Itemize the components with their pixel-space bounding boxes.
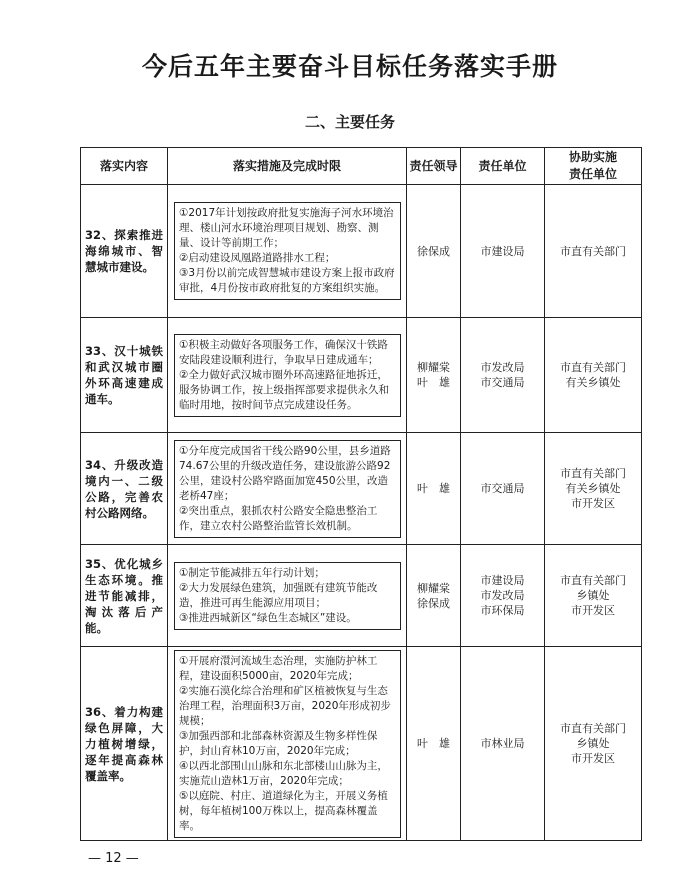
table-header-row <box>81 148 642 185</box>
unit-name: 市发改局 <box>480 361 525 374</box>
assist-name: 市直有关部门 <box>560 467 626 480</box>
measure-line: ⑤以庭院、村庄、道道绿化为主，开展义务植树，每年植树100万株以上，提高森林覆盖率。 <box>179 789 388 832</box>
section-title: 二、主要任务 <box>304 113 395 131</box>
task-unit <box>461 433 545 545</box>
measures-box <box>174 202 401 300</box>
unit-name: 市交通局 <box>480 376 525 389</box>
task-unit <box>461 185 545 318</box>
table-row <box>81 318 642 433</box>
measure-line: ②实施石漠化综合治理和矿区植被恢复与生态治理工程，治理面积3万亩，2020年形成初步规模； <box>179 684 391 727</box>
task-item: 33、汉十城铁和武汉城市圈外环高速建成通车。 <box>81 318 168 433</box>
measures-box <box>174 562 401 630</box>
table-row <box>81 185 642 318</box>
measure-line: ②启动建设凤凰路道路排水工程； <box>179 252 336 264</box>
measure-line: ②大力发展绿色建筑，加强既有建筑节能改造，推进可再生能源应用项目； <box>179 581 378 609</box>
assist-name: 市直有关部门 <box>560 244 626 258</box>
assist-name: 市直有关部门 <box>560 574 626 587</box>
assist-name: 乡镇处 <box>576 737 610 750</box>
header-unit: 责任单位 <box>461 148 545 185</box>
measure-line: ③3月份以前完成智慧城市建设方案上报市政府审批，4月份按市政府批复的方案组织实施。 <box>179 267 395 294</box>
task-measures <box>168 433 407 545</box>
assist-name: 市直有关部门 <box>560 361 626 374</box>
leader-name: 柳耀棠 <box>417 361 450 374</box>
task-measures <box>168 318 407 433</box>
task-assist <box>545 545 642 647</box>
measure-line: ②全力做好武汉城市圈外环高速路征地拆迁，服务协调工作，按上级指挥部要求提供永久和临时用地，按时间节点完成建设任务。 <box>179 368 389 411</box>
measure-line: ②突出重点，狠抓农村公路安全隐患整治工作，建立农村公路整治监管长效机制。 <box>179 504 378 532</box>
measure-line: ①制定节能减排五年行动计划； <box>179 566 325 579</box>
header-assist-line: 责任单位 <box>568 167 617 181</box>
assist-name: 市开发区 <box>571 497 615 510</box>
unit-name: 市发改局 <box>480 589 525 602</box>
measures-box <box>174 334 401 417</box>
leader-name: 柳耀棠 <box>417 581 450 595</box>
task-leader <box>407 185 461 318</box>
task-unit <box>461 545 545 647</box>
task-assist <box>545 318 642 433</box>
assist-name: 市直有关部门 <box>560 722 626 735</box>
leader-name: 徐保成 <box>417 244 450 258</box>
header-item: 落实内容 <box>81 148 168 185</box>
task-item: 35、优化城乡生态环境。推进节能减排，淘汰落后产能。 <box>81 545 168 647</box>
unit-name: 市环保局 <box>480 604 525 617</box>
measures-box <box>174 650 401 838</box>
leader-name: 徐保成 <box>417 596 450 610</box>
task-measures <box>168 185 407 318</box>
task-measures <box>168 545 407 647</box>
task-unit <box>461 647 545 841</box>
unit-name: 市建设局 <box>480 244 525 258</box>
measure-line: ③加强西部和北部森林资源及生物多样性保护，封山育林10万亩，2020年完成； <box>179 729 378 757</box>
measure-line: ③推进西城新区“绿色生态城区”建设。 <box>179 611 357 624</box>
page-title: 今后五年主要奋斗目标任务落实手册 <box>141 52 558 81</box>
task-item: 36、着力构建绿色屏障，大力植树增绿，逐年提高森林覆盖率。 <box>81 647 168 841</box>
measure-line: ①分年度完成国省干线公路90公里，县乡道路74.67公里的升级改造任务，建设旅游公路92公里，建设村公路窄路面加宽450公里，改造老桥47座； <box>179 444 391 502</box>
leader-name: 叶 雄 <box>417 482 450 495</box>
unit-name: 市建设局 <box>480 574 525 587</box>
task-leader <box>407 647 461 841</box>
measure-line: ①2017年计划按政府批复实施海子河水环境治理、楼山河水环境治理项目规划、勘察、测量、设计等前期工作； <box>179 207 394 249</box>
table-row <box>81 545 642 647</box>
task-leader <box>407 318 461 433</box>
unit-name: 市交通局 <box>480 482 525 495</box>
task-assist <box>545 433 642 545</box>
leader-name: 叶 雄 <box>417 376 450 389</box>
header-measures: 落实措施及完成时限 <box>168 148 407 185</box>
task-leader <box>407 545 461 647</box>
task-measures <box>168 647 407 841</box>
measure-line: ①积极主动做好各项服务工作，确保汉十铁路安陆段建设顺利进行，争取早日建成通车； <box>179 338 388 366</box>
assist-name: 市开发区 <box>571 752 615 765</box>
measure-line: ①开展府澴河流域生态治理，实施防护林工程，建设面积5000亩，2020年完成； <box>179 654 378 682</box>
task-unit <box>461 318 545 433</box>
task-item: 34、升级改造境内一、二级公路，完善农村公路网络。 <box>81 433 168 545</box>
unit-name: 市林业局 <box>480 737 525 750</box>
table-row <box>81 647 642 841</box>
leader-name: 叶 雄 <box>417 737 450 750</box>
header-assist <box>545 148 642 185</box>
task-leader <box>407 433 461 545</box>
measures-box <box>174 440 401 538</box>
task-assist <box>545 185 642 318</box>
measure-line: ④以西北部围山山脉和东北部楼山山脉为主，实施荒山造林1万亩，2020年完成； <box>179 759 388 787</box>
assist-name: 有关乡镇处 <box>565 482 621 495</box>
task-assist <box>545 647 642 841</box>
assist-name: 市开发区 <box>571 604 615 617</box>
assist-name: 乡镇处 <box>576 589 610 602</box>
header-assist-line: 协助实施 <box>568 150 617 164</box>
task-item: 32、探索推进海绵城市、智慧城市建设。 <box>81 185 168 318</box>
header-leader: 责任领导 <box>407 148 461 185</box>
tasks-table <box>80 147 642 841</box>
assist-name: 有关乡镇处 <box>565 376 621 389</box>
page-number: — 12 — <box>88 851 139 866</box>
table-row <box>81 433 642 545</box>
